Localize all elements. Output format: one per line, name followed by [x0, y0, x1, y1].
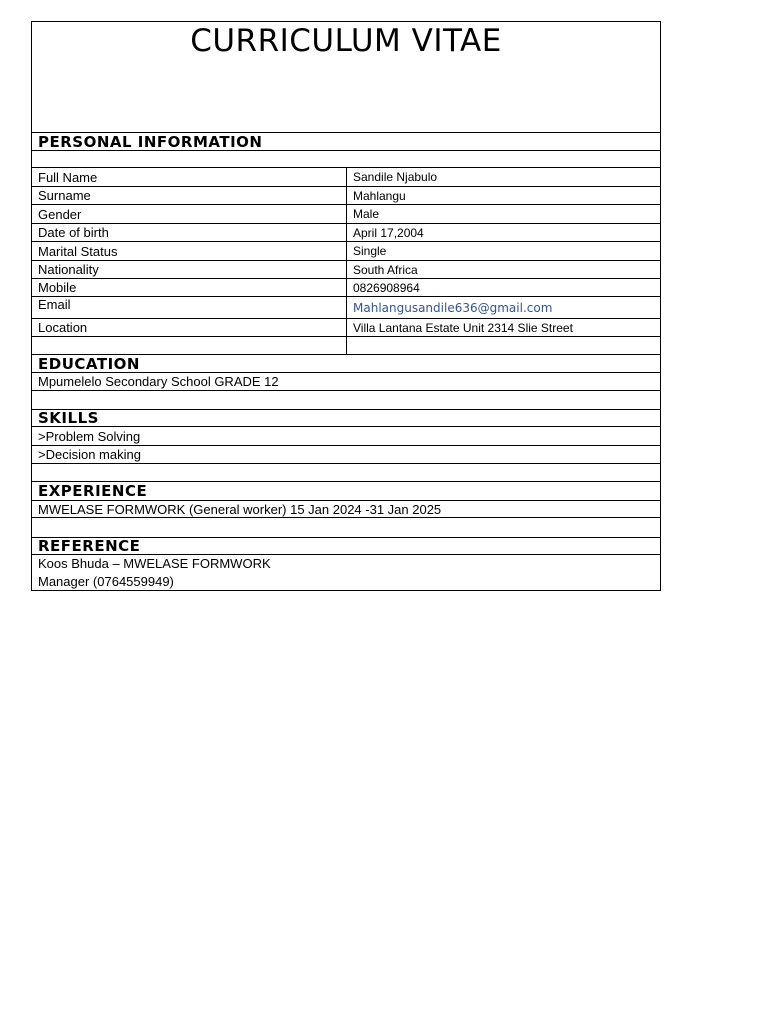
- date-of-birth-value: April 17,2004: [353, 225, 424, 240]
- mobile-label: Mobile: [32, 279, 347, 296]
- spacer-row: [31, 464, 661, 482]
- skill-item: >Problem Solving: [38, 428, 141, 444]
- marital-status-value: Single: [353, 244, 387, 258]
- info-row-mobile: [31, 279, 661, 297]
- personal-heading-row: [31, 133, 661, 151]
- empty-info-row: [31, 337, 661, 355]
- full-name-value: Sandile Njabulo: [353, 170, 438, 184]
- empty-label-cell: [32, 337, 347, 354]
- location-value: Villa Lantana Estate Unit 2314 Slie Street: [353, 320, 573, 335]
- skill-item: >Decision making: [38, 447, 141, 462]
- info-row-date-of-birth: [31, 224, 661, 242]
- reference-heading: REFERENCE: [38, 537, 141, 555]
- info-row-nationality: [31, 261, 661, 279]
- surname-value: Mahlangu: [353, 188, 406, 203]
- spacer-row: [31, 518, 661, 538]
- info-row-email: [31, 297, 661, 319]
- reference-line-1: Koos Bhuda – MWELASE FORMWORK: [38, 555, 271, 571]
- document-title: CURRICULUM VITAE: [190, 23, 502, 59]
- experience-heading: EXPERIENCE: [38, 482, 148, 500]
- skills-heading-row: [31, 410, 661, 427]
- info-row-full-name: [31, 168, 661, 187]
- info-row-marital-status: [31, 242, 661, 261]
- spacer-row: [31, 391, 661, 410]
- title-block: [31, 21, 661, 133]
- full-name-label: Full Name: [32, 168, 347, 186]
- surname-label: Surname: [32, 187, 347, 204]
- skill-row: [31, 446, 661, 464]
- skill-row: [31, 427, 661, 446]
- gender-label: Gender: [32, 205, 347, 223]
- spacer-row: [31, 151, 661, 168]
- reference-item-row: [31, 555, 661, 591]
- nationality-value: South Africa: [353, 262, 418, 277]
- education-heading-row: [31, 355, 661, 373]
- skills-heading: SKILLS: [38, 409, 99, 427]
- reference-heading-row: [31, 538, 661, 555]
- experience-heading-row: [31, 482, 661, 501]
- date-of-birth-label: Date of birth: [32, 224, 347, 241]
- gender-value: Male: [353, 207, 380, 221]
- education-item-row: [31, 373, 661, 391]
- info-row-gender: [31, 205, 661, 224]
- info-row-surname: [31, 187, 661, 205]
- experience-item-row: [31, 501, 661, 518]
- marital-status-label: Marital Status: [32, 242, 347, 260]
- cv-sheet: [31, 21, 661, 591]
- experience-item: MWELASE FORMWORK (General worker) 15 Jan 2024 -31 Jan 2025: [38, 501, 442, 517]
- nationality-label: Nationality: [32, 261, 347, 278]
- email-link[interactable]: Mahlangusandile636@gmail.com: [353, 300, 553, 315]
- education-item: Mpumelelo Secondary School GRADE 12: [38, 374, 279, 389]
- reference-line-2: Manager (0764559949): [38, 573, 174, 589]
- email-label: Email: [32, 297, 347, 318]
- empty-value-cell: [347, 337, 660, 354]
- info-row-location: [31, 319, 661, 337]
- mobile-value: 0826908964: [353, 280, 420, 295]
- location-label: Location: [32, 319, 347, 336]
- education-heading: EDUCATION: [38, 354, 140, 373]
- personal-heading: PERSONAL INFORMATION: [38, 132, 263, 151]
